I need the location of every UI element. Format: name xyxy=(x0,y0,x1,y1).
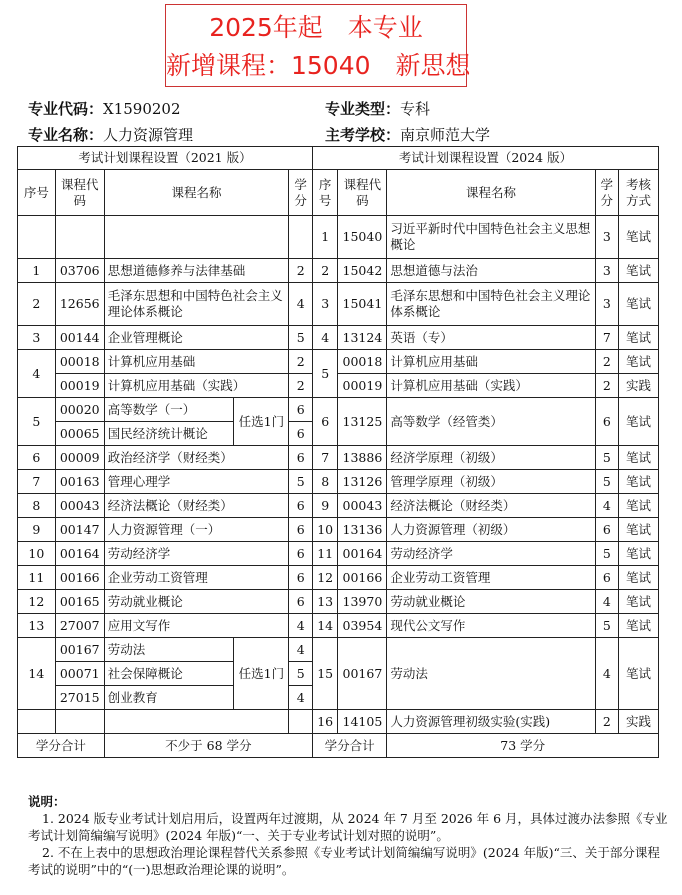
table-cell-left-r2-no: 2 xyxy=(18,283,56,326)
table-cell-left-r9-name: 人力资源管理（一） xyxy=(104,518,289,542)
table-cell-right-r12-m: 笔试 xyxy=(619,566,659,590)
table-cell-left-r14-c-cr: 4 xyxy=(289,686,313,710)
table-row xyxy=(18,259,659,283)
table-cell-left-r3-name: 企业管理概论 xyxy=(104,326,289,350)
table-row xyxy=(18,614,659,638)
major-name-value: 人力资源管理 xyxy=(103,126,194,144)
table-cell-right-r6-m: 笔试 xyxy=(619,398,659,446)
table-cell-left-r6-cr: 6 xyxy=(289,446,313,470)
table-cell-left-r14-no: 14 xyxy=(18,638,56,710)
table-cell-right-r1-m: 笔试 xyxy=(619,216,659,259)
table-cell-right-r6-name: 高等数学（经管类） xyxy=(387,398,595,446)
table-row xyxy=(18,398,659,422)
table-row xyxy=(18,518,659,542)
table-cell-left-r14-b-cr: 5 xyxy=(289,662,313,686)
table-cell-right-r13-no: 13 xyxy=(312,590,338,614)
table-cell-right-r15-code: 00167 xyxy=(338,638,387,710)
table-cell-right-r5-a-m: 笔试 xyxy=(619,350,659,374)
table-cell-left-r14-a-code: 00167 xyxy=(55,638,104,662)
table-cell-left-r4-a-cr: 2 xyxy=(289,350,313,374)
table-cell-right-r16-cr: 2 xyxy=(595,710,618,734)
table-cell-right-r5-no: 5 xyxy=(312,350,338,398)
table-cell-right-r13-m: 笔试 xyxy=(619,590,659,614)
header-no: 序号 xyxy=(312,170,338,216)
table-cell-right-r11-m: 笔试 xyxy=(619,542,659,566)
header-code: 课程代码 xyxy=(55,170,104,216)
table-cell-right-r10-no: 10 xyxy=(312,518,338,542)
table-cell-left-r5-no: 5 xyxy=(18,398,56,446)
major-type-value: 专科 xyxy=(400,100,431,118)
table-cell-right-r1-name: 习近平新时代中国特色社会主义思想概论 xyxy=(387,216,595,259)
table-cell-right-r5-b-cr: 2 xyxy=(595,374,618,398)
table-cell-right-r9-cr: 4 xyxy=(595,494,618,518)
table-cell-right-r7-name: 经济学原理（初级） xyxy=(387,446,595,470)
table-cell-right-r12-name: 企业劳动工资管理 xyxy=(387,566,595,590)
table-cell-left-r4-a-name: 计算机应用基础 xyxy=(104,350,289,374)
table-cell-right-r10-code: 13136 xyxy=(338,518,387,542)
table-cell-left-r4-no: 4 xyxy=(18,350,56,398)
table-cell-right-r1-no: 1 xyxy=(312,216,338,259)
table-cell-left-r3-cr: 5 xyxy=(289,326,313,350)
table-cell-right-r4-m: 笔试 xyxy=(619,326,659,350)
table-cell-left-r14-c-name: 创业教育 xyxy=(104,686,234,710)
major-type xyxy=(325,98,430,119)
table-cell-left-r14-a-cr: 4 xyxy=(289,638,313,662)
table-cell-left-r8-no: 8 xyxy=(18,494,56,518)
left-plan-title: 考试计划课程设置（2021 版） xyxy=(18,147,313,170)
table-cell-right-r16-code: 14105 xyxy=(338,710,387,734)
table-cell-right-r4-name: 英语（专） xyxy=(387,326,595,350)
table-cell-right-r14-code: 03954 xyxy=(338,614,387,638)
table-cell-left-r1-cr: 2 xyxy=(289,259,313,283)
major-code-value: X1590202 xyxy=(103,100,181,118)
table-cell-right-r13-name: 劳动就业概论 xyxy=(387,590,595,614)
header-no: 序号 xyxy=(18,170,56,216)
table-cell-left-r5-a-name: 高等数学（一） xyxy=(104,398,234,422)
table-cell-right-r3-code: 15041 xyxy=(338,283,387,326)
table-cell-right-r2-code: 15042 xyxy=(338,259,387,283)
table-cell-left-r11-name: 企业劳动工资管理 xyxy=(104,566,289,590)
table-cell-right-r10-m: 笔试 xyxy=(619,518,659,542)
table-cell-left-r12-code: 00165 xyxy=(55,590,104,614)
table-cell-right-r11-code: 00164 xyxy=(338,542,387,566)
table-cell-left-r3-no: 3 xyxy=(18,326,56,350)
table-cell-right-r4-code: 13124 xyxy=(338,326,387,350)
table-cell-left-r13-no: 13 xyxy=(18,614,56,638)
table-cell-left-r5-a-code: 00020 xyxy=(55,398,104,422)
table-cell-right-r16-m: 实践 xyxy=(619,710,659,734)
table-cell-right-r5-b-name: 计算机应用基础（实践） xyxy=(387,374,595,398)
table-row xyxy=(18,283,659,326)
header-credit: 学分 xyxy=(289,170,313,216)
table-cell-left-r7-code: 00163 xyxy=(55,470,104,494)
table-cell-right-r1-code: 15040 xyxy=(338,216,387,259)
table-cell-left-r5-b-cr: 6 xyxy=(289,422,313,446)
table-cell-right-r2-no: 2 xyxy=(312,259,338,283)
table-cell-right-r8-no: 8 xyxy=(312,470,338,494)
table-cell-right-r4-no: 4 xyxy=(312,326,338,350)
major-name xyxy=(28,124,193,145)
table-cell-right-r10-name: 人力资源管理（初级） xyxy=(387,518,595,542)
table-cell-left-r5-b-code: 00065 xyxy=(55,422,104,446)
table-cell-left-r2-cr: 4 xyxy=(289,283,313,326)
table-row xyxy=(18,494,659,518)
right-plan-title: 考试计划课程设置（2024 版） xyxy=(312,147,658,170)
table-cell-right-r9-name: 经济法概论（财经类） xyxy=(387,494,595,518)
table-cell-right-r7-code: 13886 xyxy=(338,446,387,470)
table-cell-left-r6-code: 00009 xyxy=(55,446,104,470)
table-cell-right-r3-m: 笔试 xyxy=(619,283,659,326)
table-row xyxy=(18,590,659,614)
table-cell-left-r1-name: 思想道德修养与法律基础 xyxy=(104,259,289,283)
table-cell-right-r3-no: 3 xyxy=(312,283,338,326)
table-cell-right-r5-b-code: 00019 xyxy=(338,374,387,398)
table-cell-right-r5-a-cr: 2 xyxy=(595,350,618,374)
table-cell-right-r8-m: 笔试 xyxy=(619,470,659,494)
table-cell-right-r3-name: 毛泽东思想和中国特色社会主义理论体系概论 xyxy=(387,283,595,326)
table-cell-left-r6-no: 6 xyxy=(18,446,56,470)
header-code: 课程代码 xyxy=(338,170,387,216)
table-cell-left-r11-code: 00166 xyxy=(55,566,104,590)
table-cell-left-r12-name: 劳动就业概论 xyxy=(104,590,289,614)
table-cell-right-r9-m: 笔试 xyxy=(619,494,659,518)
table-cell-right-r16-no: 16 xyxy=(312,710,338,734)
table-cell-left-r14-a-name: 劳动法 xyxy=(104,638,234,662)
header-name: 课程名称 xyxy=(387,170,595,216)
total-row xyxy=(18,734,659,758)
table-row xyxy=(18,566,659,590)
table-cell-right-r14-name: 现代公文写作 xyxy=(387,614,595,638)
table-cell-left-r9-no: 9 xyxy=(18,518,56,542)
table-cell-left-r9-cr: 6 xyxy=(289,518,313,542)
table-cell-left-r10-code: 00164 xyxy=(55,542,104,566)
table-title-row xyxy=(18,147,659,170)
table-cell-left-r10-name: 劳动经济学 xyxy=(104,542,289,566)
table-cell-right-r6-no: 6 xyxy=(312,398,338,446)
table-cell-left-r4-b-cr: 2 xyxy=(289,374,313,398)
exam-school-label: 主考学校： xyxy=(325,126,401,144)
table-cell-right-r8-cr: 5 xyxy=(595,470,618,494)
header-name: 课程名称 xyxy=(104,170,289,216)
table-row xyxy=(18,446,659,470)
table-cell-right-r8-code: 13126 xyxy=(338,470,387,494)
table-row xyxy=(18,470,659,494)
table-cell-left-r11-cr: 6 xyxy=(289,566,313,590)
table-cell-right-r14-cr: 5 xyxy=(595,614,618,638)
notes-title: 说明： xyxy=(28,794,66,809)
table-cell-left-r10-cr: 6 xyxy=(289,542,313,566)
header-credit: 学分 xyxy=(595,170,618,216)
table-row xyxy=(18,542,659,566)
table-cell-right-r15-no: 15 xyxy=(312,638,338,710)
table-cell-right-r15-cr: 4 xyxy=(595,638,618,710)
table-cell-left-r12-no: 12 xyxy=(18,590,56,614)
table-header-row xyxy=(18,170,659,216)
major-code xyxy=(28,98,181,119)
left-total-value: 不少于 68 学分 xyxy=(104,734,312,758)
table-cell-right-r13-code: 13970 xyxy=(338,590,387,614)
table-cell-left-r14-b-code: 00071 xyxy=(55,662,104,686)
table-cell-right-r5-a-code: 00018 xyxy=(338,350,387,374)
table-cell-right-r7-cr: 5 xyxy=(595,446,618,470)
table-cell-left-r14-b-name: 社会保障概论 xyxy=(104,662,234,686)
table-cell-left-r8-cr: 6 xyxy=(289,494,313,518)
left-total-label: 学分合计 xyxy=(18,734,105,758)
note-2: 2. 不在上表中的思想政治理论课程替代关系参照《专业考试计划简编编写说明》(2024 年版)“三、关于部分课程考试的说明”中的“(一)思想政治理论课的说明”。 xyxy=(28,845,660,877)
header-method: 考核方式 xyxy=(619,170,659,216)
exam-school xyxy=(325,124,490,145)
table-cell-right-r11-cr: 5 xyxy=(595,542,618,566)
banner-line-2: 新增课程：15040 新思想 xyxy=(166,51,471,80)
table-cell-right-r5-a-name: 计算机应用基础 xyxy=(387,350,595,374)
table-cell-right-r12-no: 12 xyxy=(312,566,338,590)
elective-note: 任选1门 xyxy=(234,638,289,710)
table-cell-left-r12-cr: 6 xyxy=(289,590,313,614)
table-cell-left-r14-c-code: 27015 xyxy=(55,686,104,710)
table-cell-right-r13-cr: 4 xyxy=(595,590,618,614)
table-cell-left-r8-code: 00043 xyxy=(55,494,104,518)
table-cell-left-r13-name: 应用文写作 xyxy=(104,614,289,638)
table-row xyxy=(18,710,659,734)
table-cell-left-r5-b-name: 国民经济统计概论 xyxy=(104,422,234,446)
exam-school-value: 南京师范大学 xyxy=(400,126,491,144)
major-code-label: 专业代码： xyxy=(28,100,104,118)
table-cell-left-r2-code: 12656 xyxy=(55,283,104,326)
table-row xyxy=(18,638,659,662)
table-cell-right-r11-no: 11 xyxy=(312,542,338,566)
table-row xyxy=(18,350,659,374)
notes xyxy=(28,793,668,878)
table-cell-left-r9-code: 00147 xyxy=(55,518,104,542)
table-cell-right-r15-name: 劳动法 xyxy=(387,638,595,710)
table-row xyxy=(18,374,659,398)
table-cell-left-r11-no: 11 xyxy=(18,566,56,590)
table-cell-right-r2-name: 思想道德与法治 xyxy=(387,259,595,283)
table-cell-right-r11-name: 劳动经济学 xyxy=(387,542,595,566)
table-cell-left-r8-name: 经济法概论（财经类） xyxy=(104,494,289,518)
table-cell-right-r12-cr: 6 xyxy=(595,566,618,590)
table-cell-left-r1-code: 03706 xyxy=(55,259,104,283)
table-cell-right-r9-no: 9 xyxy=(312,494,338,518)
major-name-label: 专业名称： xyxy=(28,126,104,144)
table-cell-right-r3-cr: 3 xyxy=(595,283,618,326)
table-cell-right-r10-cr: 6 xyxy=(595,518,618,542)
table-cell-right-r1-cr: 3 xyxy=(595,216,618,259)
exam-plan-table xyxy=(17,146,659,758)
table-cell-left-r7-cr: 5 xyxy=(289,470,313,494)
table-row xyxy=(18,216,659,259)
table-cell-right-r2-m: 笔试 xyxy=(619,259,659,283)
banner-line-1: 2025年起 本专业 xyxy=(209,13,423,42)
note-1: 1. 2024 版专业考试计划启用后，设置两年过渡期，从 2024 年 7 月至 2026 年 6 月，具体过渡办法参照《专业考试计划简编编写说明》(2024 年版)“一、关于专业考试计划对照的说明”。 xyxy=(28,811,668,843)
table-cell-right-r7-m: 笔试 xyxy=(619,446,659,470)
table-cell-left-r4-a-code: 00018 xyxy=(55,350,104,374)
table-cell-right-r6-cr: 6 xyxy=(595,398,618,446)
elective-note: 任选1门 xyxy=(234,398,289,446)
table-cell-right-r12-code: 00166 xyxy=(338,566,387,590)
table-cell-right-r4-cr: 7 xyxy=(595,326,618,350)
table-cell-right-r6-code: 13125 xyxy=(338,398,387,446)
table-cell-right-r8-name: 管理学原理（初级） xyxy=(387,470,595,494)
table-cell-right-r14-no: 14 xyxy=(312,614,338,638)
table-cell-left-r4-b-code: 00019 xyxy=(55,374,104,398)
table-cell-left-r13-cr: 4 xyxy=(289,614,313,638)
table-cell-left-r7-name: 管理心理学 xyxy=(104,470,289,494)
table-cell-left-r5-a-cr: 6 xyxy=(289,398,313,422)
table-cell-right-r14-m: 笔试 xyxy=(619,614,659,638)
table-cell-left-r10-no: 10 xyxy=(18,542,56,566)
table-cell-right-r15-m: 笔试 xyxy=(619,638,659,710)
right-total-label: 学分合计 xyxy=(312,734,386,758)
major-type-label: 专业类型： xyxy=(325,100,401,118)
table-cell-left-r2-name: 毛泽东思想和中国特色社会主义理论体系概论 xyxy=(104,283,289,326)
table-cell-left-r6-name: 政治经济学（财经类） xyxy=(104,446,289,470)
table-cell-right-r7-no: 7 xyxy=(312,446,338,470)
table-cell-right-r16-name: 人力资源管理初级实验(实践) xyxy=(387,710,595,734)
table-cell-right-r9-code: 00043 xyxy=(338,494,387,518)
table-cell-left-r3-code: 00144 xyxy=(55,326,104,350)
table-cell-left-r1-no: 1 xyxy=(18,259,56,283)
new-course-banner xyxy=(165,4,471,87)
table-row xyxy=(18,326,659,350)
table-cell-right-r2-cr: 3 xyxy=(595,259,618,283)
table-cell-right-r5-b-m: 实践 xyxy=(619,374,659,398)
table-cell-left-r13-code: 27007 xyxy=(55,614,104,638)
table-cell-left-r7-no: 7 xyxy=(18,470,56,494)
table-cell-left-r4-b-name: 计算机应用基础（实践） xyxy=(104,374,289,398)
right-total-value: 73 学分 xyxy=(387,734,659,758)
